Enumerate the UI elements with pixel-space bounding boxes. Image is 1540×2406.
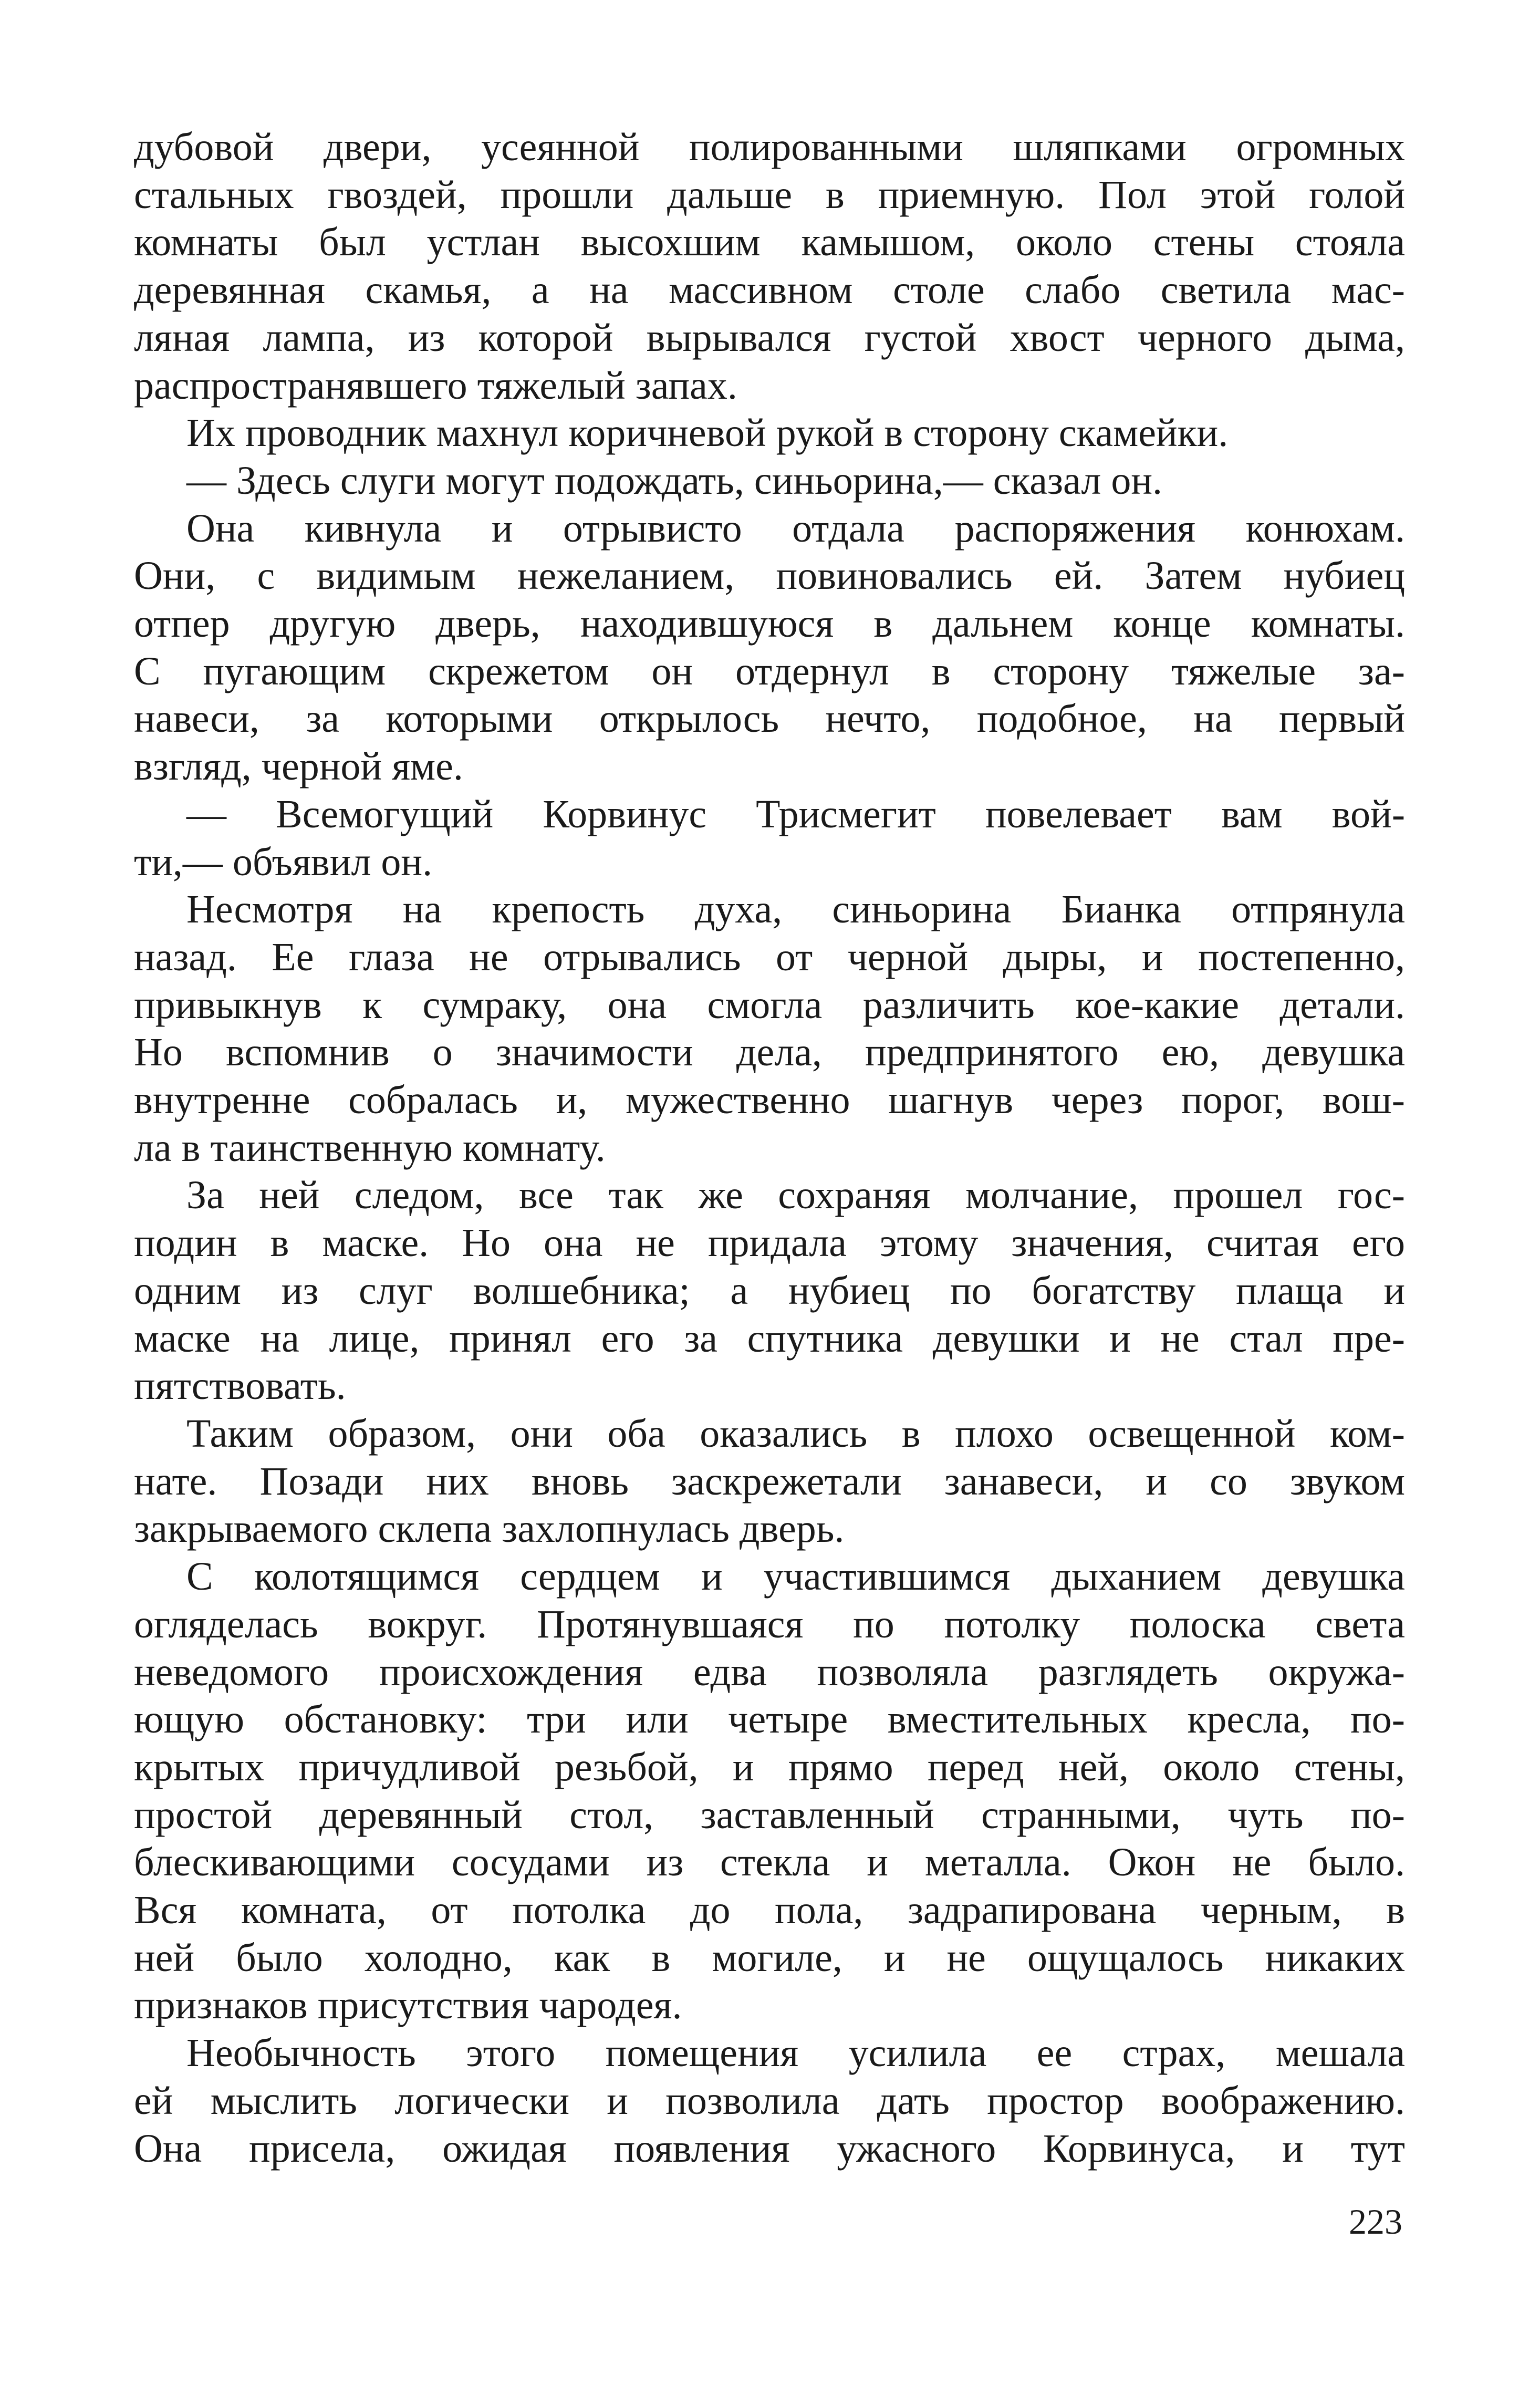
- text-line: блескивающими сосудами из стекла и металла. Окон не было.: [134, 1840, 1405, 1885]
- paragraph: [134, 1410, 1405, 1553]
- text-line: Она присела, ожидая появления ужасного Корвинуса, и тут: [134, 2126, 1405, 2171]
- text-line: взгляд, черной яме.: [134, 744, 463, 789]
- text-line: простой деревянный стол, заставленный странными, чуть по-: [134, 1792, 1405, 1837]
- page-number: 223: [1349, 2202, 1402, 2242]
- text-line: ющую обстановку: три или четыре вместительных кресла, по-: [134, 1697, 1405, 1742]
- text-line: Они, с видимым нежеланием, повиновались ей. Затем нубиец: [134, 554, 1405, 598]
- text-line: С пугающим скрежетом он отдернул в сторону тяжелые за-: [134, 649, 1405, 693]
- text-line: Необычность этого помещения усилила ее страх, мешала: [186, 2031, 1405, 2076]
- paragraph: [134, 886, 1405, 1171]
- text-line: дубовой двери, усеянной полированными шляпками огромных: [134, 125, 1405, 169]
- text-line: внутренне собралась и, мужественно шагнув через порог, вош-: [134, 1078, 1405, 1123]
- text-line: маске на лице, принял его за спутника девушки и не стал пре-: [134, 1316, 1405, 1361]
- text-line: Таким образом, они оба оказались в плохо освещенной ком-: [186, 1411, 1405, 1456]
- text-line: деревянная скамья, а на массивном столе слабо светила мас-: [134, 268, 1405, 313]
- text-line: стальных гвоздей, прошли дальше в приемную. Пол этой голой: [134, 172, 1405, 217]
- text-line: закрываемого склепа захлопнулась дверь.: [134, 1507, 845, 1551]
- text-line: распространявшего тяжелый запах.: [134, 363, 737, 408]
- text-line: Вся комната, от потолка до пола, задрапирована черным, в: [134, 1888, 1405, 1933]
- text-line: ла в таинственную комнату.: [134, 1125, 606, 1170]
- text-line: одним из слуг волшебника; а нубиец по богатству плаща и: [134, 1268, 1405, 1313]
- body-text: [134, 123, 1405, 2172]
- paragraph: [134, 505, 1405, 791]
- text-line: ляная лампа, из которой вырывался густой хвост черного дыма,: [134, 315, 1405, 360]
- text-line: крытых причудливой резьбой, и прямо перед ней, около стены,: [134, 1745, 1405, 1789]
- text-line: Их проводник махнул коричневой рукой в сторону скамейки.: [186, 411, 1229, 455]
- paragraph: [134, 457, 1405, 505]
- text-line: ей мыслить логически и позволила дать простор воображению.: [134, 2078, 1405, 2123]
- text-line: С колотящимся сердцем и участившимся дыханием девушка: [186, 1554, 1405, 1599]
- text-line: За ней следом, все так же сохраняя молчание, прошел гос-: [186, 1173, 1405, 1218]
- text-line: назад. Ее глаза не отрывались от черной дыры, и постепенно,: [134, 935, 1405, 979]
- paragraph: [134, 409, 1405, 457]
- text-line: Она кивнула и отрывисто отдала распоряжения конюхам.: [186, 506, 1405, 551]
- text-line: отпер другую дверь, находившуюся в дальнем конце комнаты.: [134, 602, 1405, 646]
- text-line: комнаты был устлан высохшим камышом, около стены стояла: [134, 220, 1405, 265]
- paragraph: [134, 1553, 1405, 2029]
- text-line: — Всемогущий Корвинус Трисмегит повелевает вам вой-: [186, 792, 1405, 836]
- text-line: Несмотря на крепость духа, синьорина Бианка отпрянула: [186, 887, 1405, 932]
- text-line: подин в маске. Но она не придала этому значения, считая его: [134, 1221, 1405, 1266]
- paragraph: [134, 791, 1405, 886]
- text-line: привыкнув к сумраку, она смогла различить кое-какие детали.: [134, 982, 1405, 1027]
- paragraph: [134, 2029, 1405, 2172]
- text-line: признаков присутствия чародея.: [134, 1983, 682, 2028]
- text-line: навеси, за которыми открылось нечто, подобное, на первый: [134, 697, 1405, 741]
- text-line: — Здесь слуги могут подождать, синьорина,— сказал он.: [186, 458, 1162, 503]
- paragraph: [134, 123, 1405, 409]
- text-line: ти,— объявил он.: [134, 839, 433, 884]
- text-line: ней было холодно, как в могиле, и не ощущалось никаких: [134, 1935, 1405, 1980]
- text-line: пятствовать.: [134, 1364, 346, 1408]
- text-line: огляделась вокруг. Протянувшаяся по потолку полоска света: [134, 1602, 1405, 1646]
- text-line: Но вспомнив о значимости дела, предпринятого ею, девушка: [134, 1030, 1405, 1075]
- paragraph: [134, 1171, 1405, 1410]
- text-line: нате. Позади них вновь заскрежетали занавеси, и со звуком: [134, 1459, 1405, 1503]
- text-line: неведомого происхождения едва позволяла разглядеть окружа-: [134, 1650, 1405, 1694]
